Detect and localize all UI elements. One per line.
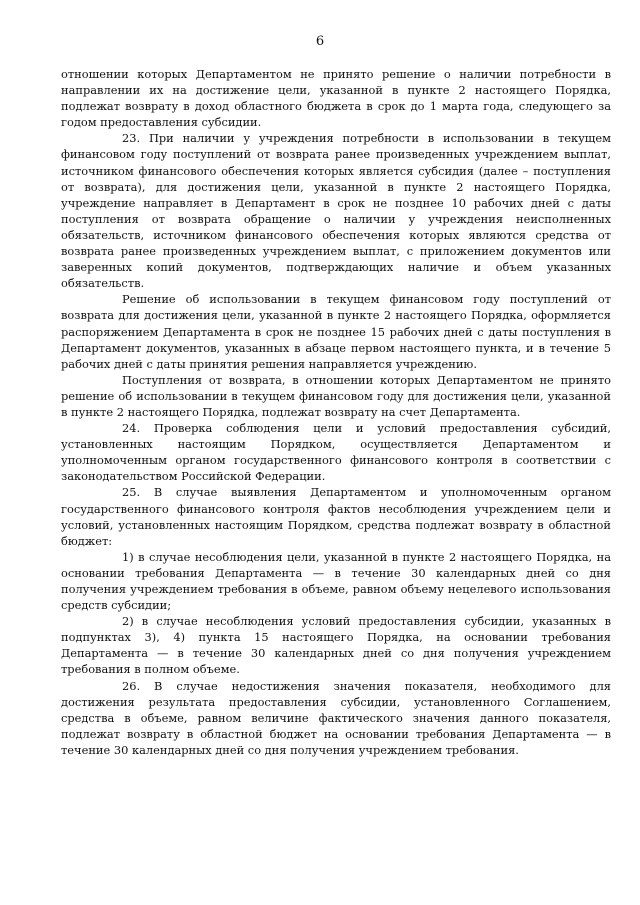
paragraph-25: 25. В случае выявления Департаментом и уполномоченным органом государственного финансового контроля фактов несоблюдения учреждением цели и условий, установленных настоящим Порядком, средства подлежат возврату в областной бюджет: — [61, 485, 611, 548]
paragraph-26: 26. В случае недостижения значения показателя, необходимого для достижения результата предоставления субсидии, установленного Соглашением, средства в объеме, равном величине фактического значения данного показателя, подлежат возврату в областной бюджет на основании требования Департамента — в течение 30 календарных дней со дня получения учреждением требования. — [61, 678, 611, 757]
paragraph-23: 23. При наличии у учреждения потребности в использовании в текущем финансовом году поступлений от возврата ранее произведенных учреждением выплат, источником финансового обеспечения которых является субсидия (далее – поступления от возврата), для достижения цели, указанной в пункте 2 настоящего Порядка, учреждение направляет в Департамент в срок не позднее 10 рабочих дней с даты поступления от возврата обращение о наличии у учреждения неисполненных обязательств, источником финансового обеспечения которых являются средства от возврата ранее произведенных учреждением выплат, с приложением документов или заверенных копий документов, подтверждающих наличие и объем указанных обязательств. — [61, 131, 611, 291]
paragraph-continuation: отношении которых Департаментом не принято решение о наличии потребности в направлении их на достижение цели, указанной в пункте 2 настоящего Порядка, подлежат возврату в доход областного бюджета в срок до 1 марта года, следующего за годом предоставления субсидии. — [61, 67, 611, 130]
paragraph-23-return: Поступления от возврата, в отношении которых Департаментом не принято решение об использовании в текущем финансовом году для достижения цели, указанной в пункте 2 настоящего Порядка, подлежат возврату на счет Департамента. — [61, 372, 611, 419]
paragraph-24: 24. Проверка соблюдения цели и условий предоставления субсидий, установленных настоящим Порядком, осуществляется Департаментом и уполномоченным органом государственного финансового контроля в соответствии с законодательством Российской Федерации. — [61, 421, 611, 484]
page-number: 6 — [315, 34, 325, 49]
paragraph-23-decision: Решение об использовании в текущем финансовом году поступлений от возврата для достижения цели, указанной в пункте 2 настоящего Порядка, оформляется распоряжением Департамента в срок не позднее 15 рабочих дней с даты поступления в Департамент документов, указанных в абзаце первом настоящего пункта, и в течение 5 рабочих дней с даты принятия решения направляется учреждению. — [61, 292, 611, 371]
document-body — [61, 66, 611, 758]
paragraph-25-item-2: 2) в случае несоблюдения условий предоставления субсидии, указанных в подпунктах 3), 4) пункта 15 настоящего Порядка, на основании требования Департамента — в течение 30 календарных дней со дня получения учреждением требования в полном объеме. — [61, 614, 611, 677]
paragraph-25-item-1: 1) в случае несоблюдения цели, указанной в пункте 2 настоящего Порядка, на основании требования Департамента — в течение 30 календарных дней со дня получения учреждением требования в объеме, равном объему нецелевого использования средств субсидии; — [61, 549, 611, 613]
